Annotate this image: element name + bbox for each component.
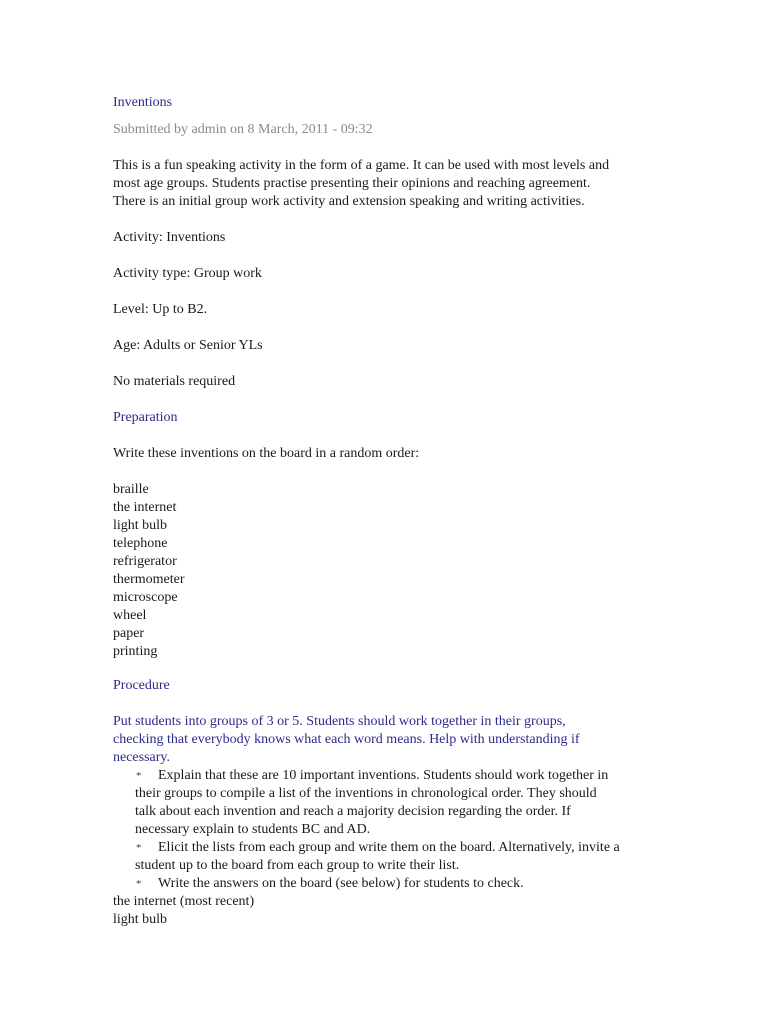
procedure-intro xyxy=(113,713,580,767)
materials-line: No materials required xyxy=(113,374,236,389)
bullet-text: Write the answers on the board (see below) for students to check. xyxy=(158,876,524,891)
preparation-instruction: Write these inventions on the board in a random order: xyxy=(113,446,420,461)
invention-item: refrigerator xyxy=(113,554,177,569)
invention-item: telephone xyxy=(113,536,168,551)
answer-item: light bulb xyxy=(113,912,168,927)
preparation-heading: Preparation xyxy=(113,410,178,425)
bullet-star-icon: * xyxy=(136,878,142,890)
invention-item: the internet xyxy=(113,500,177,515)
invention-item: printing xyxy=(113,644,158,659)
inventions-list xyxy=(113,481,185,661)
activity-line: Activity: Inventions xyxy=(113,230,226,245)
procedure-bullets xyxy=(113,767,620,929)
bullet-continuation: their groups to compile a list of the inventions in chronological order. They should xyxy=(135,786,597,801)
intro-line: most age groups. Students practise presenting their opinions and reaching agreement. xyxy=(113,176,591,191)
bullet-item xyxy=(113,767,620,785)
procedure-intro-line: checking that everybody knows what each word means. Help with understanding if xyxy=(113,732,580,747)
bullet-item xyxy=(113,839,620,857)
bullet-star-icon: * xyxy=(136,842,142,854)
bullet-continuation: talk about each invention and reach a majority decision regarding the order. If xyxy=(135,804,571,819)
activity-type-line: Activity type: Group work xyxy=(113,266,262,281)
article-title: Inventions xyxy=(113,95,173,110)
bullet-text: Elicit the lists from each group and write them on the board. Alternatively, invite a xyxy=(158,840,620,855)
age-line: Age: Adults or Senior YLs xyxy=(113,338,263,353)
bullet-continuation: necessary explain to students BC and AD. xyxy=(135,822,371,837)
bullet-continuation: student up to the board from each group to write their list. xyxy=(135,858,460,873)
invention-item: thermometer xyxy=(113,572,185,587)
procedure-intro-line: Put students into groups of 3 or 5. Students should work together in their groups, xyxy=(113,714,566,729)
invention-item: microscope xyxy=(113,590,178,605)
procedure-heading: Procedure xyxy=(113,678,170,693)
invention-item: light bulb xyxy=(113,518,168,533)
invention-item: braille xyxy=(113,482,149,497)
answer-item: the internet (most recent) xyxy=(113,894,255,909)
invention-item: paper xyxy=(113,626,145,641)
submitted-info: Submitted by admin on 8 March, 2011 - 09:32 xyxy=(113,122,373,137)
bullet-text: Explain that these are 10 important inventions. Students should work together in xyxy=(158,768,609,783)
bullet-item xyxy=(113,875,620,893)
intro-line: This is a fun speaking activity in the form of a game. It can be used with most levels and xyxy=(113,158,610,173)
procedure-intro-line: necessary. xyxy=(113,750,171,765)
intro-line: There is an initial group work activity and extension speaking and writing activities. xyxy=(113,194,585,209)
level-line: Level: Up to B2. xyxy=(113,302,208,317)
invention-item: wheel xyxy=(113,608,147,623)
intro-paragraph xyxy=(113,157,609,211)
bullet-star-icon: * xyxy=(136,770,142,782)
